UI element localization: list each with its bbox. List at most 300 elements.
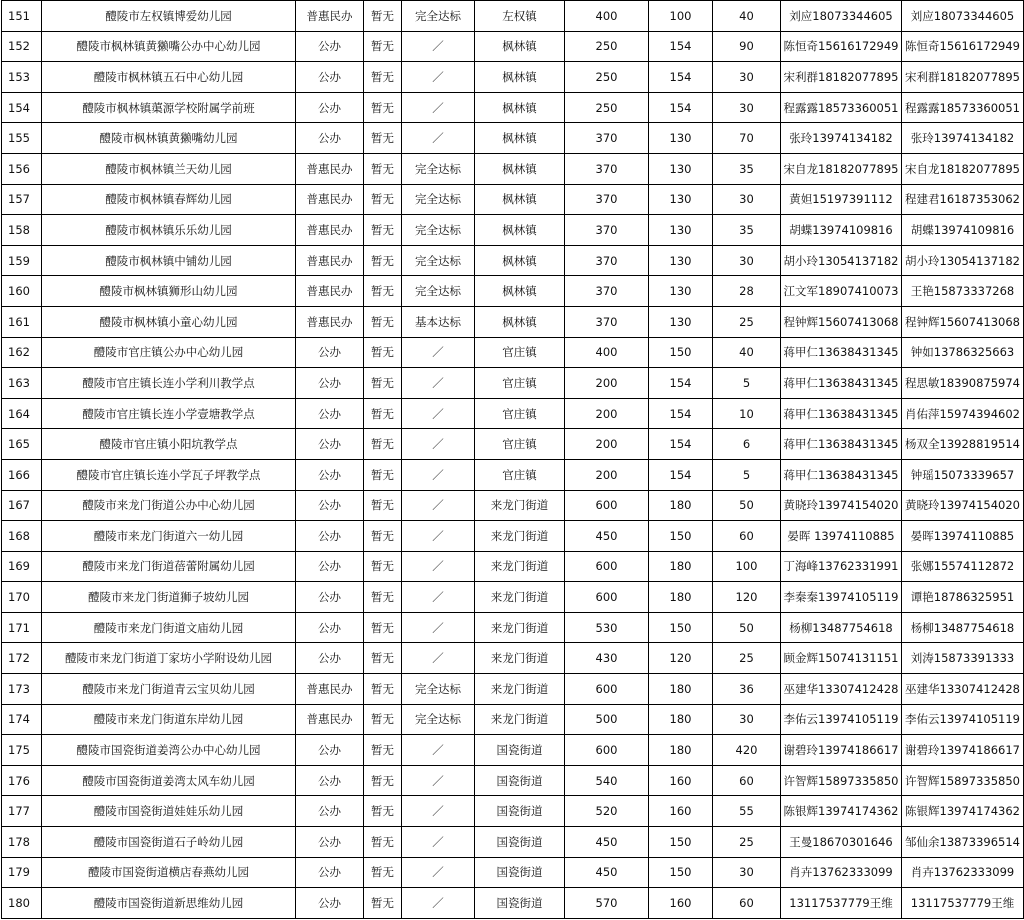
contact-person-cell: 程钟辉15607413068 bbox=[902, 306, 1024, 337]
standard-status-cell: ／ bbox=[402, 337, 475, 368]
contact-person-cell: 程露露18573360051 bbox=[902, 92, 1024, 123]
table-row bbox=[2, 215, 1024, 246]
row-number-cell: 174 bbox=[2, 704, 42, 735]
area-cell: 150 bbox=[649, 827, 713, 858]
school-name-cell: 醴陵市枫林镇乐乐幼儿园 bbox=[42, 215, 296, 246]
contact-person-cell: 巫建华13307412428 bbox=[902, 674, 1024, 705]
enrollment-cell: 25 bbox=[713, 827, 781, 858]
rating-cell: 暂无 bbox=[364, 643, 402, 674]
row-number-cell: 153 bbox=[2, 62, 42, 93]
enrollment-cell: 30 bbox=[713, 245, 781, 276]
standard-status-cell: ／ bbox=[402, 521, 475, 552]
principal-contact-cell: 李佑云13974105119 bbox=[781, 704, 902, 735]
rating-cell: 暂无 bbox=[364, 490, 402, 521]
table-row bbox=[2, 857, 1024, 888]
area-cell: 154 bbox=[649, 31, 713, 62]
contact-person-cell: 程思敏18390875974 bbox=[902, 368, 1024, 399]
area-cell: 180 bbox=[649, 551, 713, 582]
capacity-cell: 530 bbox=[565, 612, 649, 643]
ownership-type-cell: 公办 bbox=[296, 398, 364, 429]
standard-status-cell: ／ bbox=[402, 92, 475, 123]
town-cell: 官庄镇 bbox=[475, 337, 565, 368]
ownership-type-cell: 公办 bbox=[296, 429, 364, 460]
principal-contact-cell: 杨柳13487754618 bbox=[781, 612, 902, 643]
contact-person-cell: 宋自龙18182077895 bbox=[902, 153, 1024, 184]
table-row bbox=[2, 153, 1024, 184]
row-number-cell: 151 bbox=[2, 1, 42, 32]
capacity-cell: 600 bbox=[565, 551, 649, 582]
school-name-cell: 醴陵市来龙门街道公办中心幼儿园 bbox=[42, 490, 296, 521]
standard-status-cell: ／ bbox=[402, 643, 475, 674]
contact-person-cell: 王艳15873337268 bbox=[902, 276, 1024, 307]
area-cell: 154 bbox=[649, 92, 713, 123]
town-cell: 枫林镇 bbox=[475, 184, 565, 215]
standard-status-cell: ／ bbox=[402, 735, 475, 766]
school-name-cell: 醴陵市官庄镇长连小学瓦子坪教学点 bbox=[42, 459, 296, 490]
town-cell: 枫林镇 bbox=[475, 92, 565, 123]
ownership-type-cell: 普惠民办 bbox=[296, 184, 364, 215]
rating-cell: 暂无 bbox=[364, 704, 402, 735]
enrollment-cell: 28 bbox=[713, 276, 781, 307]
enrollment-cell: 35 bbox=[713, 153, 781, 184]
town-cell: 枫林镇 bbox=[475, 215, 565, 246]
enrollment-cell: 90 bbox=[713, 31, 781, 62]
table-row bbox=[2, 582, 1024, 613]
enrollment-cell: 60 bbox=[713, 765, 781, 796]
row-number-cell: 171 bbox=[2, 612, 42, 643]
enrollment-cell: 30 bbox=[713, 857, 781, 888]
school-name-cell: 醴陵市来龙门街道六一幼儿园 bbox=[42, 521, 296, 552]
standard-status-cell: ／ bbox=[402, 857, 475, 888]
principal-contact-cell: 李秦秦13974105119 bbox=[781, 582, 902, 613]
principal-contact-cell: 晏晖 13974110885 bbox=[781, 521, 902, 552]
standard-status-cell: ／ bbox=[402, 765, 475, 796]
school-name-cell: 醴陵市枫林镇中铺幼儿园 bbox=[42, 245, 296, 276]
capacity-cell: 370 bbox=[565, 245, 649, 276]
row-number-cell: 175 bbox=[2, 735, 42, 766]
row-number-cell: 167 bbox=[2, 490, 42, 521]
town-cell: 来龙门街道 bbox=[475, 612, 565, 643]
rating-cell: 暂无 bbox=[364, 582, 402, 613]
ownership-type-cell: 公办 bbox=[296, 92, 364, 123]
rating-cell: 暂无 bbox=[364, 429, 402, 460]
table-row bbox=[2, 306, 1024, 337]
table-row bbox=[2, 674, 1024, 705]
rating-cell: 暂无 bbox=[364, 123, 402, 154]
contact-person-cell: 黄晓玲13974154020 bbox=[902, 490, 1024, 521]
table-row bbox=[2, 123, 1024, 154]
row-number-cell: 161 bbox=[2, 306, 42, 337]
area-cell: 130 bbox=[649, 276, 713, 307]
ownership-type-cell: 公办 bbox=[296, 459, 364, 490]
standard-status-cell: 完全达标 bbox=[402, 704, 475, 735]
area-cell: 154 bbox=[649, 429, 713, 460]
row-number-cell: 179 bbox=[2, 857, 42, 888]
capacity-cell: 200 bbox=[565, 429, 649, 460]
ownership-type-cell: 普惠民办 bbox=[296, 215, 364, 246]
row-number-cell: 156 bbox=[2, 153, 42, 184]
row-number-cell: 169 bbox=[2, 551, 42, 582]
town-cell: 来龙门街道 bbox=[475, 551, 565, 582]
capacity-cell: 600 bbox=[565, 582, 649, 613]
principal-contact-cell: 蒋甲仁13638431345 bbox=[781, 368, 902, 399]
table-row bbox=[2, 245, 1024, 276]
standard-status-cell: 完全达标 bbox=[402, 674, 475, 705]
rating-cell: 暂无 bbox=[364, 92, 402, 123]
principal-contact-cell: 顾金辉15074131151 bbox=[781, 643, 902, 674]
rating-cell: 暂无 bbox=[364, 368, 402, 399]
school-name-cell: 醴陵市国瓷街道姜湾公办中心幼儿园 bbox=[42, 735, 296, 766]
capacity-cell: 500 bbox=[565, 704, 649, 735]
standard-status-cell: ／ bbox=[402, 368, 475, 399]
school-name-cell: 醴陵市枫林镇兰天幼儿园 bbox=[42, 153, 296, 184]
principal-contact-cell: 程露露18573360051 bbox=[781, 92, 902, 123]
contact-person-cell: 陈恒奇15616172949 bbox=[902, 31, 1024, 62]
enrollment-cell: 40 bbox=[713, 1, 781, 32]
ownership-type-cell: 公办 bbox=[296, 62, 364, 93]
town-cell: 来龙门街道 bbox=[475, 521, 565, 552]
town-cell: 官庄镇 bbox=[475, 368, 565, 399]
row-number-cell: 162 bbox=[2, 337, 42, 368]
capacity-cell: 370 bbox=[565, 123, 649, 154]
contact-person-cell: 张玲13974134182 bbox=[902, 123, 1024, 154]
rating-cell: 暂无 bbox=[364, 765, 402, 796]
table-row bbox=[2, 1, 1024, 32]
area-cell: 130 bbox=[649, 184, 713, 215]
contact-person-cell: 胡小玲13054137182 bbox=[902, 245, 1024, 276]
enrollment-cell: 5 bbox=[713, 368, 781, 399]
rating-cell: 暂无 bbox=[364, 337, 402, 368]
contact-person-cell: 谢碧玲13974186617 bbox=[902, 735, 1024, 766]
area-cell: 120 bbox=[649, 643, 713, 674]
enrollment-cell: 50 bbox=[713, 490, 781, 521]
town-cell: 枫林镇 bbox=[475, 306, 565, 337]
enrollment-cell: 35 bbox=[713, 215, 781, 246]
ownership-type-cell: 公办 bbox=[296, 796, 364, 827]
rating-cell: 暂无 bbox=[364, 245, 402, 276]
contact-person-cell: 谭艳18786325951 bbox=[902, 582, 1024, 613]
row-number-cell: 177 bbox=[2, 796, 42, 827]
table-row bbox=[2, 521, 1024, 552]
ownership-type-cell: 公办 bbox=[296, 643, 364, 674]
area-cell: 160 bbox=[649, 796, 713, 827]
area-cell: 150 bbox=[649, 612, 713, 643]
standard-status-cell: ／ bbox=[402, 490, 475, 521]
town-cell: 国瓷街道 bbox=[475, 765, 565, 796]
rating-cell: 暂无 bbox=[364, 551, 402, 582]
area-cell: 130 bbox=[649, 245, 713, 276]
enrollment-cell: 30 bbox=[713, 62, 781, 93]
table-row bbox=[2, 643, 1024, 674]
standard-status-cell: ／ bbox=[402, 888, 475, 919]
area-cell: 180 bbox=[649, 674, 713, 705]
capacity-cell: 450 bbox=[565, 521, 649, 552]
principal-contact-cell: 许智辉15897335850 bbox=[781, 765, 902, 796]
table-row bbox=[2, 92, 1024, 123]
rating-cell: 暂无 bbox=[364, 153, 402, 184]
school-name-cell: 醴陵市枫林镇狮形山幼儿园 bbox=[42, 276, 296, 307]
enrollment-cell: 10 bbox=[713, 398, 781, 429]
school-name-cell: 醴陵市枫林镇蕖源学校附属学前班 bbox=[42, 92, 296, 123]
row-number-cell: 157 bbox=[2, 184, 42, 215]
contact-person-cell: 程建君16187353062 bbox=[902, 184, 1024, 215]
enrollment-cell: 36 bbox=[713, 674, 781, 705]
rating-cell: 暂无 bbox=[364, 735, 402, 766]
capacity-cell: 370 bbox=[565, 184, 649, 215]
area-cell: 180 bbox=[649, 735, 713, 766]
capacity-cell: 370 bbox=[565, 215, 649, 246]
principal-contact-cell: 宋利群18182077895 bbox=[781, 62, 902, 93]
ownership-type-cell: 公办 bbox=[296, 765, 364, 796]
town-cell: 官庄镇 bbox=[475, 429, 565, 460]
town-cell: 枫林镇 bbox=[475, 62, 565, 93]
ownership-type-cell: 公办 bbox=[296, 337, 364, 368]
rating-cell: 暂无 bbox=[364, 184, 402, 215]
contact-person-cell: 肖佑萍15974394602 bbox=[902, 398, 1024, 429]
row-number-cell: 152 bbox=[2, 31, 42, 62]
row-number-cell: 164 bbox=[2, 398, 42, 429]
contact-person-cell: 杨柳13487754618 bbox=[902, 612, 1024, 643]
ownership-type-cell: 普惠民办 bbox=[296, 674, 364, 705]
enrollment-cell: 30 bbox=[713, 704, 781, 735]
principal-contact-cell: 陈银辉13974174362 bbox=[781, 796, 902, 827]
school-name-cell: 醴陵市官庄镇公办中心幼儿园 bbox=[42, 337, 296, 368]
enrollment-cell: 60 bbox=[713, 888, 781, 919]
ownership-type-cell: 公办 bbox=[296, 123, 364, 154]
standard-status-cell: ／ bbox=[402, 582, 475, 613]
area-cell: 130 bbox=[649, 123, 713, 154]
town-cell: 国瓷街道 bbox=[475, 888, 565, 919]
contact-person-cell: 杨双全13928819514 bbox=[902, 429, 1024, 460]
principal-contact-cell: 丁海峰13762331991 bbox=[781, 551, 902, 582]
capacity-cell: 540 bbox=[565, 765, 649, 796]
capacity-cell: 430 bbox=[565, 643, 649, 674]
school-name-cell: 醴陵市来龙门街道丁家坊小学附设幼儿园 bbox=[42, 643, 296, 674]
ownership-type-cell: 公办 bbox=[296, 368, 364, 399]
capacity-cell: 250 bbox=[565, 31, 649, 62]
town-cell: 来龙门街道 bbox=[475, 643, 565, 674]
table-row bbox=[2, 796, 1024, 827]
principal-contact-cell: 蒋甲仁13638431345 bbox=[781, 337, 902, 368]
principal-contact-cell: 巫建华13307412428 bbox=[781, 674, 902, 705]
school-name-cell: 醴陵市官庄镇小阳坑教学点 bbox=[42, 429, 296, 460]
standard-status-cell: 完全达标 bbox=[402, 215, 475, 246]
rating-cell: 暂无 bbox=[364, 888, 402, 919]
capacity-cell: 450 bbox=[565, 857, 649, 888]
area-cell: 150 bbox=[649, 337, 713, 368]
area-cell: 154 bbox=[649, 398, 713, 429]
town-cell: 来龙门街道 bbox=[475, 704, 565, 735]
area-cell: 160 bbox=[649, 765, 713, 796]
rating-cell: 暂无 bbox=[364, 857, 402, 888]
table-row bbox=[2, 459, 1024, 490]
capacity-cell: 370 bbox=[565, 153, 649, 184]
enrollment-cell: 100 bbox=[713, 551, 781, 582]
contact-person-cell: 胡蝶13974109816 bbox=[902, 215, 1024, 246]
area-cell: 180 bbox=[649, 490, 713, 521]
standard-status-cell: 完全达标 bbox=[402, 153, 475, 184]
school-name-cell: 醴陵市枫林镇五石中心幼儿园 bbox=[42, 62, 296, 93]
principal-contact-cell: 黄晓玲13974154020 bbox=[781, 490, 902, 521]
school-name-cell: 醴陵市官庄镇长连小学壹塘教学点 bbox=[42, 398, 296, 429]
principal-contact-cell: 蒋甲仁13638431345 bbox=[781, 398, 902, 429]
ownership-type-cell: 公办 bbox=[296, 888, 364, 919]
contact-person-cell: 刘涛15873391333 bbox=[902, 643, 1024, 674]
town-cell: 国瓷街道 bbox=[475, 735, 565, 766]
row-number-cell: 168 bbox=[2, 521, 42, 552]
standard-status-cell: ／ bbox=[402, 398, 475, 429]
contact-person-cell: 钟如13786325663 bbox=[902, 337, 1024, 368]
principal-contact-cell: 肖卉13762333099 bbox=[781, 857, 902, 888]
row-number-cell: 170 bbox=[2, 582, 42, 613]
principal-contact-cell: 谢碧玲13974186617 bbox=[781, 735, 902, 766]
ownership-type-cell: 普惠民办 bbox=[296, 306, 364, 337]
enrollment-cell: 30 bbox=[713, 92, 781, 123]
capacity-cell: 200 bbox=[565, 368, 649, 399]
town-cell: 国瓷街道 bbox=[475, 857, 565, 888]
area-cell: 154 bbox=[649, 459, 713, 490]
ownership-type-cell: 普惠民办 bbox=[296, 1, 364, 32]
capacity-cell: 570 bbox=[565, 888, 649, 919]
ownership-type-cell: 公办 bbox=[296, 31, 364, 62]
ownership-type-cell: 公办 bbox=[296, 551, 364, 582]
rating-cell: 暂无 bbox=[364, 521, 402, 552]
row-number-cell: 176 bbox=[2, 765, 42, 796]
principal-contact-cell: 程钟辉15607413068 bbox=[781, 306, 902, 337]
area-cell: 130 bbox=[649, 215, 713, 246]
school-name-cell: 醴陵市官庄镇长连小学利川教学点 bbox=[42, 368, 296, 399]
town-cell: 官庄镇 bbox=[475, 459, 565, 490]
rating-cell: 暂无 bbox=[364, 612, 402, 643]
area-cell: 130 bbox=[649, 306, 713, 337]
standard-status-cell: ／ bbox=[402, 429, 475, 460]
enrollment-cell: 25 bbox=[713, 643, 781, 674]
town-cell: 左权镇 bbox=[475, 1, 565, 32]
school-name-cell: 醴陵市国瓷街道娃娃乐幼儿园 bbox=[42, 796, 296, 827]
town-cell: 枫林镇 bbox=[475, 123, 565, 154]
rating-cell: 暂无 bbox=[364, 215, 402, 246]
town-cell: 国瓷街道 bbox=[475, 796, 565, 827]
standard-status-cell: ／ bbox=[402, 551, 475, 582]
standard-status-cell: ／ bbox=[402, 31, 475, 62]
table-row bbox=[2, 827, 1024, 858]
area-cell: 154 bbox=[649, 62, 713, 93]
ownership-type-cell: 普惠民办 bbox=[296, 276, 364, 307]
table-row bbox=[2, 612, 1024, 643]
principal-contact-cell: 宋自龙18182077895 bbox=[781, 153, 902, 184]
ownership-type-cell: 普惠民办 bbox=[296, 153, 364, 184]
standard-status-cell: 完全达标 bbox=[402, 276, 475, 307]
standard-status-cell: 完全达标 bbox=[402, 184, 475, 215]
rating-cell: 暂无 bbox=[364, 31, 402, 62]
standard-status-cell: ／ bbox=[402, 459, 475, 490]
principal-contact-cell: 张玲13974134182 bbox=[781, 123, 902, 154]
school-name-cell: 醴陵市来龙门街道青云宝贝幼儿园 bbox=[42, 674, 296, 705]
table-row bbox=[2, 337, 1024, 368]
rating-cell: 暂无 bbox=[364, 459, 402, 490]
school-name-cell: 醴陵市国瓷街道姜湾太风车幼儿园 bbox=[42, 765, 296, 796]
town-cell: 枫林镇 bbox=[475, 245, 565, 276]
standard-status-cell: ／ bbox=[402, 827, 475, 858]
school-name-cell: 醴陵市来龙门街道蓓蕾附属幼儿园 bbox=[42, 551, 296, 582]
table-row bbox=[2, 368, 1024, 399]
contact-person-cell: 李佑云13974105119 bbox=[902, 704, 1024, 735]
school-name-cell: 醴陵市枫林镇春辉幼儿园 bbox=[42, 184, 296, 215]
area-cell: 100 bbox=[649, 1, 713, 32]
ownership-type-cell: 普惠民办 bbox=[296, 245, 364, 276]
school-name-cell: 醴陵市枫林镇黄獭嘴公办中心幼儿园 bbox=[42, 31, 296, 62]
contact-person-cell: 钟瑶15073339657 bbox=[902, 459, 1024, 490]
school-name-cell: 醴陵市国瓷街道横店春燕幼儿园 bbox=[42, 857, 296, 888]
ownership-type-cell: 公办 bbox=[296, 521, 364, 552]
school-name-cell: 醴陵市枫林镇黄獭嘴幼儿园 bbox=[42, 123, 296, 154]
row-number-cell: 165 bbox=[2, 429, 42, 460]
capacity-cell: 200 bbox=[565, 398, 649, 429]
school-name-cell: 醴陵市来龙门街道文庙幼儿园 bbox=[42, 612, 296, 643]
standard-status-cell: 完全达标 bbox=[402, 1, 475, 32]
school-name-cell: 醴陵市来龙门街道狮子坡幼儿园 bbox=[42, 582, 296, 613]
town-cell: 国瓷街道 bbox=[475, 827, 565, 858]
capacity-cell: 450 bbox=[565, 827, 649, 858]
town-cell: 来龙门街道 bbox=[475, 490, 565, 521]
town-cell: 枫林镇 bbox=[475, 31, 565, 62]
area-cell: 154 bbox=[649, 368, 713, 399]
area-cell: 180 bbox=[649, 704, 713, 735]
standard-status-cell: 基本达标 bbox=[402, 306, 475, 337]
rating-cell: 暂无 bbox=[364, 1, 402, 32]
row-number-cell: 154 bbox=[2, 92, 42, 123]
row-number-cell: 159 bbox=[2, 245, 42, 276]
ownership-type-cell: 公办 bbox=[296, 582, 364, 613]
ownership-type-cell: 公办 bbox=[296, 490, 364, 521]
contact-person-cell: 邹仙余13873396514 bbox=[902, 827, 1024, 858]
capacity-cell: 370 bbox=[565, 306, 649, 337]
table-row bbox=[2, 551, 1024, 582]
table-row bbox=[2, 704, 1024, 735]
standard-status-cell: ／ bbox=[402, 62, 475, 93]
area-cell: 150 bbox=[649, 857, 713, 888]
rating-cell: 暂无 bbox=[364, 827, 402, 858]
enrollment-cell: 55 bbox=[713, 796, 781, 827]
table-row bbox=[2, 765, 1024, 796]
rating-cell: 暂无 bbox=[364, 398, 402, 429]
row-number-cell: 172 bbox=[2, 643, 42, 674]
table-row bbox=[2, 398, 1024, 429]
area-cell: 150 bbox=[649, 521, 713, 552]
contact-person-cell: 张娜15574112872 bbox=[902, 551, 1024, 582]
row-number-cell: 180 bbox=[2, 888, 42, 919]
principal-contact-cell: 王曼18670301646 bbox=[781, 827, 902, 858]
contact-person-cell: 陈银辉13974174362 bbox=[902, 796, 1024, 827]
town-cell: 官庄镇 bbox=[475, 398, 565, 429]
row-number-cell: 163 bbox=[2, 368, 42, 399]
area-cell: 160 bbox=[649, 888, 713, 919]
table-row bbox=[2, 888, 1024, 919]
table-row bbox=[2, 31, 1024, 62]
enrollment-cell: 25 bbox=[713, 306, 781, 337]
principal-contact-cell: 胡小玲13054137182 bbox=[781, 245, 902, 276]
principal-contact-cell: 刘应18073344605 bbox=[781, 1, 902, 32]
principal-contact-cell: 黄妲15197391112 bbox=[781, 184, 902, 215]
table-row bbox=[2, 735, 1024, 766]
area-cell: 130 bbox=[649, 153, 713, 184]
ownership-type-cell: 公办 bbox=[296, 612, 364, 643]
school-name-cell: 醴陵市枫林镇小童心幼儿园 bbox=[42, 306, 296, 337]
kindergarten-table bbox=[1, 0, 1024, 919]
town-cell: 枫林镇 bbox=[475, 153, 565, 184]
capacity-cell: 600 bbox=[565, 674, 649, 705]
row-number-cell: 178 bbox=[2, 827, 42, 858]
